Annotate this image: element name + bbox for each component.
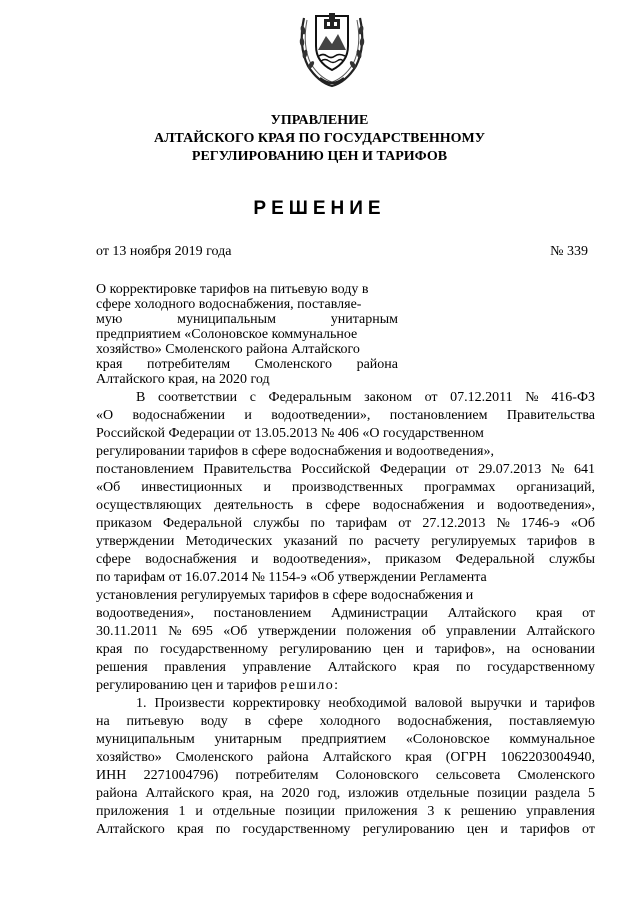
- body-line: «Об инвестиционных и производственных программах организаций,: [96, 480, 596, 495]
- subject-line: предприятием «Солоновское коммунальное: [96, 327, 358, 342]
- issuing-authority: [0, 112, 639, 166]
- authority-line-3: РЕГУЛИРОВАНИЮ ЦЕН И ТАРИФОВ: [191, 149, 448, 164]
- subject-line: сфере холодного водоснабжения, поставляе-: [96, 297, 362, 312]
- subject-line: О корректировке тарифов на питьевую воду в: [96, 282, 369, 297]
- body-line: по тарифам от 16.07.2014 № 1154-э «Об утверждении Регламента: [96, 570, 487, 585]
- body-line: В соответствии с Федеральным законом от 07.12.2011 № 416-ФЗ: [136, 390, 596, 405]
- subject-word: края: [96, 357, 123, 372]
- body-line: водоотведения», постановлением Администрации Алтайского края от: [96, 606, 596, 621]
- subject-word: района: [356, 357, 398, 372]
- body-line: Российской Федерации от 13.05.2013 № 406 «О государственном: [96, 426, 484, 441]
- subject-line: [96, 312, 398, 327]
- decided-word: решило:: [280, 678, 340, 693]
- body-line: утверждении Методических указаний по расчету регулируемых тарифов в: [96, 534, 595, 549]
- subject-word: Смоленского: [254, 357, 333, 372]
- body-line: приказом Федеральной службы по тарифам от 27.12.2013 № 1746-э «Об: [96, 516, 595, 531]
- body-line: установления регулируемых тарифов в сфере водоснабжения и: [96, 588, 474, 603]
- subject-word: унитарным: [330, 312, 398, 327]
- document-number: № 339: [550, 244, 588, 259]
- document-date: от 13 ноября 2019 года: [96, 244, 232, 259]
- body-line: сфере водоснабжения и водоотведения», приказом Федеральной службы: [96, 552, 596, 567]
- body-line: ИНН 2271004796) потребителям Солоновского сельсовета Смоленского: [96, 768, 595, 783]
- subject-line: [96, 357, 398, 372]
- body-line-text: регулированию цен и тарифов: [96, 678, 277, 693]
- body-line: района Алтайского края, на 2020 год, изложив отдельные позиции раздела 5: [96, 786, 596, 801]
- body-line: постановлением Правительства Российской Федерации от 29.07.2013 № 641: [96, 462, 595, 477]
- subject-line: хозяйство» Смоленского района Алтайского: [96, 342, 360, 357]
- subject-word: муниципальным: [177, 312, 276, 327]
- body-line: приложения 1 и отдельные позиции приложения 3 к решению управления: [96, 804, 595, 819]
- body-line: на питьевую воду в сфере холодного водоснабжения, поставляемую: [96, 714, 595, 729]
- body-line: края по государственному регулированию цен и тарифов», на основании: [96, 642, 595, 657]
- document-subject: [96, 282, 398, 387]
- body-line: [96, 677, 595, 695]
- body-line: 1. Произвести корректировку необходимой валовой выручки и тарифов: [136, 696, 595, 711]
- body-line: Алтайского края по государственному регулированию цен и тарифов от: [96, 822, 595, 837]
- body-line: «О водоснабжении и водоотведении», постановлением Правительства: [96, 408, 595, 423]
- body-line: хозяйство» Смоленского района Алтайского края (ОГРН 1062203004940,: [96, 750, 595, 765]
- subject-line: Алтайского края, на 2020 год: [96, 372, 270, 387]
- document-type-title: РЕШЕНИЕ: [253, 198, 386, 219]
- subject-word: потребителям: [147, 357, 231, 372]
- body-line: регулировании тарифов в сфере водоснабжения и водоотведения»,: [96, 444, 494, 459]
- body-line: осуществляющих деятельность в сфере водоснабжения и водоотведения»,: [96, 498, 596, 513]
- body-line: 30.11.2011 № 695 «Об утверждении положения об управлении Алтайского: [96, 624, 596, 639]
- body-line: муниципальным унитарным предприятием «Солоновское коммунальное: [96, 732, 595, 747]
- body-line: решения правления управление Алтайского края по государственному: [96, 660, 596, 675]
- document-body: [96, 389, 595, 839]
- authority-line-2: АЛТАЙСКОГО КРАЯ ПО ГОСУДАРСТВЕННОМУ: [154, 131, 485, 146]
- altai-krai-coat-of-arms-icon: [294, 6, 370, 88]
- authority-line-1: УПРАВЛЕНИЕ: [270, 113, 369, 128]
- subject-word: мую: [96, 312, 123, 327]
